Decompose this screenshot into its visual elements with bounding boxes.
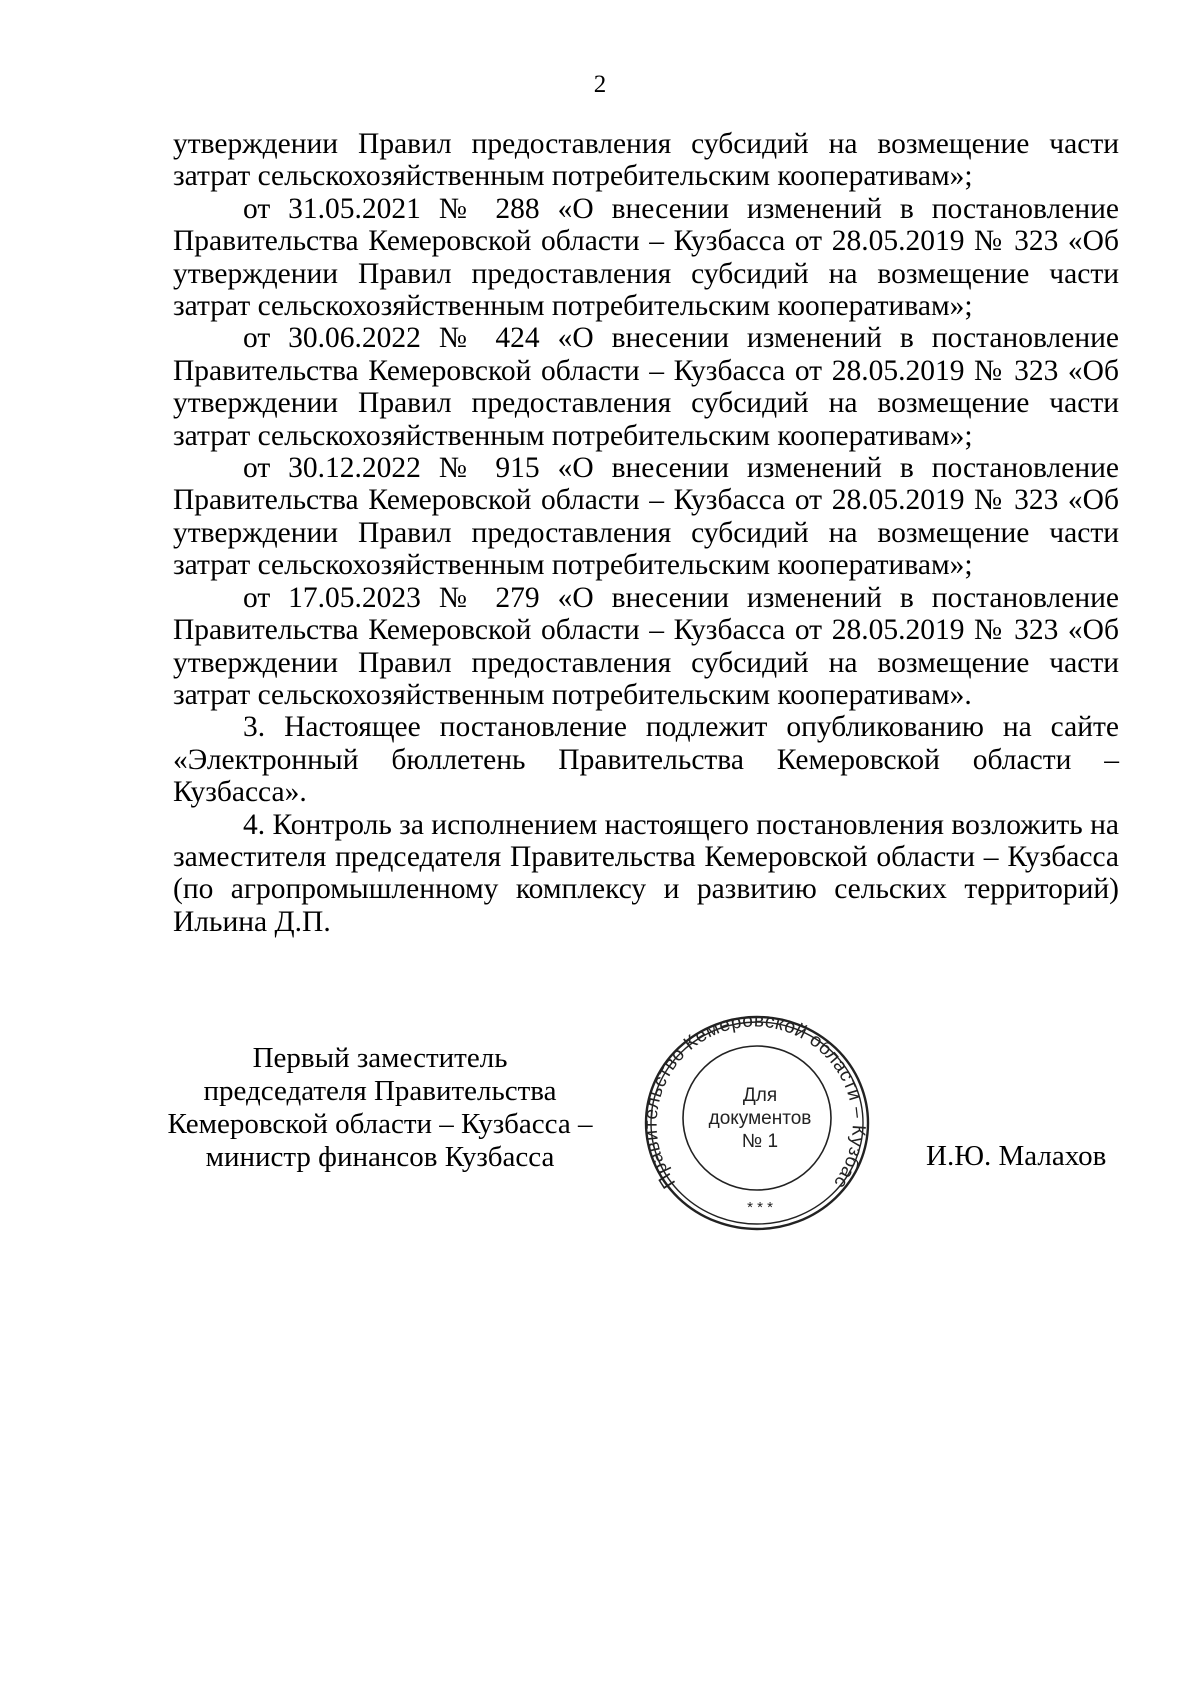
signatory-position-line: министр финансов Кузбасса — [205, 1141, 555, 1173]
page-number: 2 — [593, 71, 607, 98]
document-body — [173, 128, 1119, 938]
seal-center-line: Для — [742, 1085, 778, 1106]
signatory-position — [150, 1042, 610, 1174]
signatory-name: И.Ю. Малахов — [926, 1140, 1107, 1172]
seal-center-line: № 1 — [741, 1131, 779, 1152]
seal-stars: * * * — [747, 1199, 773, 1216]
seal-ring-text: Правительство Кемеровской области – Кузбас — [642, 1012, 869, 1193]
paragraph-amendment-2022-june: от 30.06.2022 № 424 «О внесении изменений в постановление Правительства Кемеровской области – Кузбасса от 28.05.2019 № 323 «Об утверждении Правил предоставления субсидий на возмещение части затрат сельскохозяйственным потребительским кооперативам»; — [173, 322, 1119, 452]
signatory-position-line: председателя Правительства — [203, 1075, 557, 1107]
paragraph-item-4-control: 4. Контроль за исполнением настоящего постановления возложить на заместителя председателя Правительства Кемеровской области – Кузбасса (по агропромышленному комплексу и развитию сельских территорий) Ильина Д.П. — [173, 808, 1119, 938]
signatory-position-line: Первый заместитель — [252, 1042, 508, 1074]
seal-center-line: документов — [708, 1108, 812, 1129]
paragraph-amendment-2023: от 17.05.2023 № 279 «О внесении изменений в постановление Правительства Кемеровской области – Кузбасса от 28.05.2019 № 323 «Об утверждении Правил предоставления субсидий на возмещение части затрат сельскохозяйственным потребительским кооперативам». — [173, 581, 1119, 711]
paragraph-amendment-2022-december: от 30.12.2022 № 915 «О внесении изменений в постановление Правительства Кемеровской области – Кузбасса от 28.05.2019 № 323 «Об утверждении Правил предоставления субсидий на возмещение части затрат сельскохозяйственным потребительским кооперативам»; — [173, 452, 1119, 582]
official-seal-stamp — [642, 1012, 872, 1234]
paragraph-continuation: утверждении Правил предоставления субсидий на возмещение части затрат сельскохозяйственным потребительским кооперативам»; — [173, 128, 1119, 193]
seal-graphic — [642, 1012, 872, 1234]
signatory-position-line: Кемеровской области – Кузбасса – — [167, 1108, 593, 1140]
paragraph-item-3-publication: 3. Настоящее постановление подлежит опубликованию на сайте «Электронный бюллетень Правительства Кемеровской области – Кузбасса». — [173, 711, 1119, 809]
paragraph-amendment-2021: от 31.05.2021 № 288 «О внесении изменений в постановление Правительства Кемеровской области – Кузбасса от 28.05.2019 № 323 «Об утверждении Правил предоставления субсидий на возмещение части затрат сельскохозяйственным потребительским кооперативам»; — [173, 192, 1119, 323]
